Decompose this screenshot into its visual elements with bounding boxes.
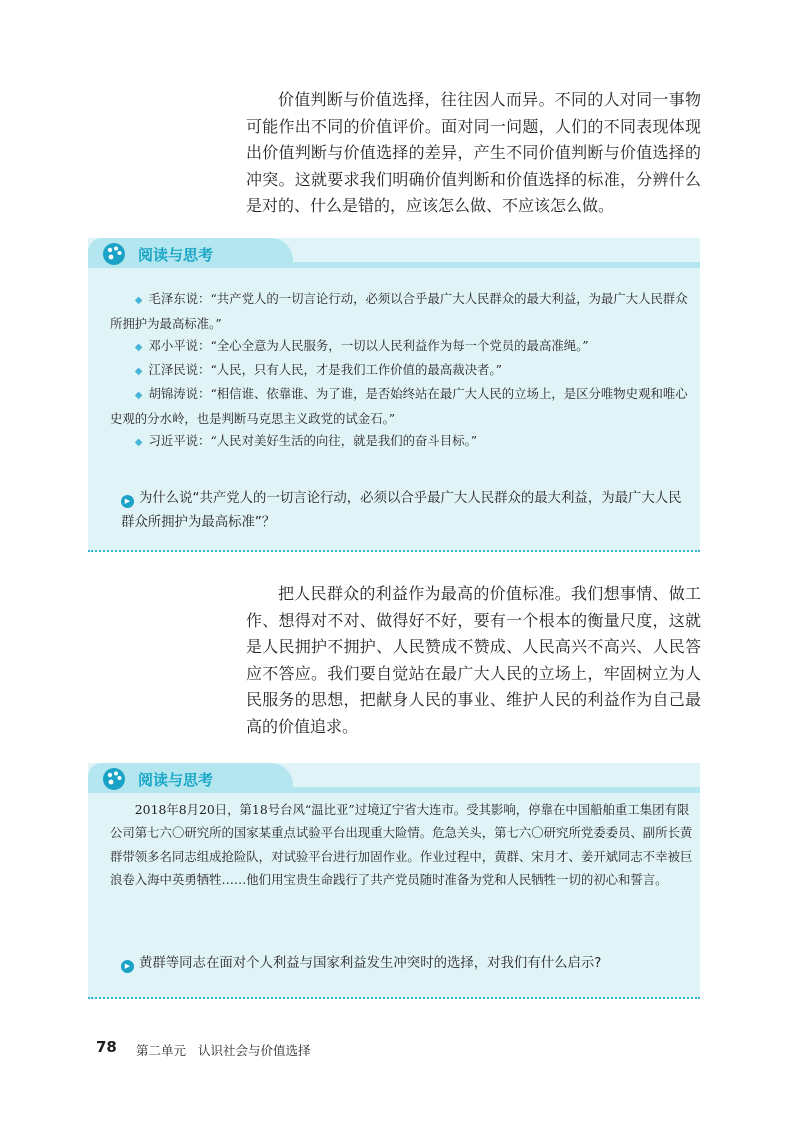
dotted-divider	[88, 550, 700, 552]
play-arrow-icon: ▶	[121, 495, 134, 508]
page-number: 78	[96, 1038, 117, 1056]
diamond-bullet-icon: ◆	[134, 295, 143, 306]
case-story-text: 2018年8月20日，第18号台风“温比亚”过境辽宁省大连市。受其影响，停靠在中国船舶重工集团有限公司第七六〇研究所的国家某重点试验平台出现重大险情。危急关头，第七六〇研究所党委委员、副所长黄群带领多名同志组成抢险队，对试验平台进行加固作业。作业过程中，黄群、宋月才、姜开斌同志不幸被巨浪卷入海中英勇牺牲……他们用宝贵生命践行了共产党员随时准备为党和人民牺牲一切的初心和誓言。	[110, 802, 693, 888]
discussion-question: ▶ 黄群等同志在面对个人利益与国家利益发生冲突时的选择，对我们有什么启示?	[121, 952, 691, 976]
box-header	[88, 763, 700, 793]
box-title: 阅读与思考	[138, 771, 214, 789]
body-paragraph-1: 价值判断与价值选择，往往因人而异。不同的人对同一事物可能作出不同的价值评价。面对同一问题，人们的不同表现体现出价值判断与价值选择的差异，产生不同价值判断与价值选择的冲突。这就要求我们明确价值判断和价值选择的标准，分辨什么是对的、什么是错的，应该怎么做、不应该怎么做。	[246, 90, 701, 215]
diamond-bullet-icon: ◆	[134, 366, 143, 377]
body-paragraph-2: 把人民群众的利益作为最高的价值标准。我们想事情、做工作、想得对不对、做得好不好，要有一个根本的衡量尺度，这就是人民拥护不拥护、人民赞成不赞成、人民高兴不高兴、人民答应不答应。我们要自觉站在最广大人民的立场上，牢固树立为人民服务的思想，把献身人民的事业、维护人民的利益作为自己最高的价值追求。	[246, 584, 701, 736]
quote-deng: ◆ 邓小平说：“全心全意为人民服务，一切以人民利益作为每一个党员的最高准绳。”	[134, 338, 589, 353]
palette-icon	[102, 767, 126, 791]
quote-xi: ◆ 习近平说：“人民对美好生活的向往，就是我们的奋斗目标。”	[134, 433, 478, 448]
diamond-bullet-icon: ◆	[134, 437, 143, 448]
diamond-bullet-icon: ◆	[134, 342, 143, 353]
quote-jiang: ◆ 江泽民说：“人民，只有人民，才是我们工作价值的最高裁决者。”	[134, 362, 502, 377]
discussion-question: ▶ 为什么说“共产党人的一切言论行动，必须以合乎最广大人民群众的最大利益，为最广大人民群众所拥护为最高标准”？	[121, 491, 682, 530]
unit-title: 认识社会与价值选择	[198, 1043, 311, 1058]
reading-thinking-box-2	[88, 763, 700, 999]
unit-label: 第二单元	[136, 1043, 187, 1058]
box-header	[88, 238, 700, 268]
quote-mao: ◆ 毛泽东说：“共产党人的一切言论行动，必须以合乎最广大人民群众的最大利益，为最广大人民群众所拥护为最高标准。”	[110, 291, 688, 332]
box-title: 阅读与思考	[138, 246, 214, 264]
reading-thinking-box-1	[88, 238, 700, 552]
diamond-bullet-icon: ◆	[134, 390, 143, 401]
palette-icon	[102, 242, 126, 266]
quote-hu: ◆ 胡锦涛说：“相信谁、依靠谁、为了谁，是否始终站在最广大人民的立场上，是区分唯物史观和唯心史观的分水岭，也是判断马克思主义政党的试金石。”	[110, 386, 688, 427]
dotted-divider	[88, 997, 700, 999]
play-arrow-icon: ▶	[121, 960, 134, 973]
